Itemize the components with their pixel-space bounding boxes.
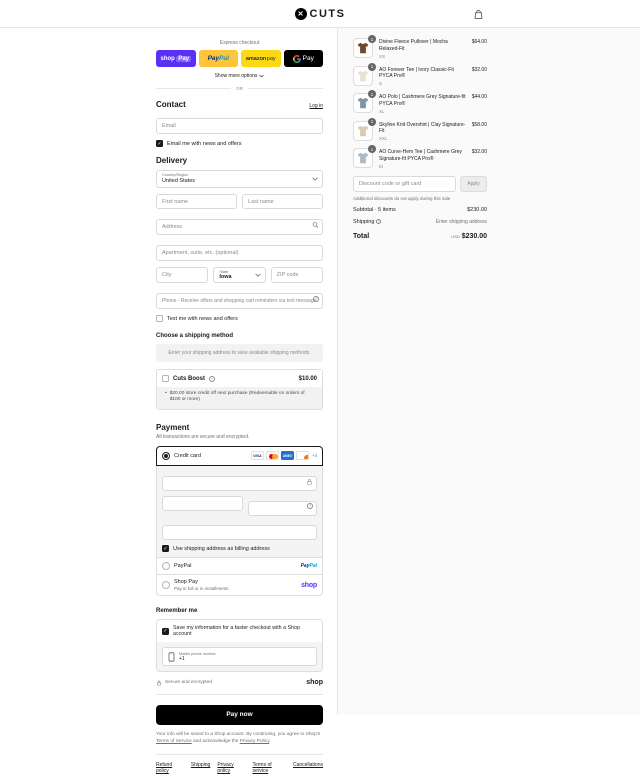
zip-field[interactable] xyxy=(271,267,323,283)
email-field[interactable] xyxy=(156,118,323,134)
email-news-checkbox-row[interactable] xyxy=(156,140,323,147)
legal-text: Your info will be saved to a Shop account. By continuing, you agree to Shop's Terms of Service and acknowledge the Privacy Policy. xyxy=(156,731,321,745)
last-name-field[interactable] xyxy=(242,194,323,209)
city-field[interactable] xyxy=(156,267,208,283)
product-price: $64.00 xyxy=(471,39,487,45)
shop-pay-badge: Pay xyxy=(178,55,190,62)
or-divider: OR xyxy=(156,86,323,91)
amazon-pay-button[interactable] xyxy=(241,50,281,67)
paypal-express-button[interactable] xyxy=(199,50,239,67)
google-g-icon xyxy=(293,55,301,63)
delivery-title: Delivery xyxy=(156,156,188,165)
line-item xyxy=(353,148,487,169)
total-label: Total xyxy=(353,232,370,240)
checkbox-unchecked-icon[interactable] xyxy=(156,315,163,322)
boost-title: Cuts Boost xyxy=(173,375,205,382)
info-icon[interactable]: i xyxy=(376,219,381,224)
quantity-badge: 1 xyxy=(368,90,376,98)
product-thumbnail xyxy=(353,66,373,86)
shop-pay-button[interactable] xyxy=(156,50,196,67)
mobile-phone-field[interactable] xyxy=(162,647,317,666)
first-name-field[interactable] xyxy=(156,194,237,209)
bullet-icon: • xyxy=(165,391,167,396)
checkbox-checked-icon[interactable]: ✓ xyxy=(163,545,168,552)
express-checkout-label: Express checkout xyxy=(219,40,260,46)
cuts-boost-row[interactable] xyxy=(157,370,322,387)
chevron-down-icon xyxy=(259,74,264,78)
save-info-label: Save my information for a faster checkout with a Shop account xyxy=(173,625,300,638)
text-news-label: Text me with news and offers xyxy=(167,315,238,322)
paypal-option[interactable] xyxy=(156,558,323,575)
info-icon[interactable]: i xyxy=(209,376,215,382)
terms-of-service-link[interactable]: Terms of service xyxy=(252,762,272,775)
save-info-checkbox-row[interactable] xyxy=(157,620,322,642)
checkbox-checked-icon[interactable]: ✓ xyxy=(157,140,162,147)
country-label: Country/Region xyxy=(162,173,189,177)
brand-logo[interactable] xyxy=(295,8,346,20)
checkbox-checked-icon[interactable]: ✓ xyxy=(163,628,168,635)
paypal-label: PayPal xyxy=(174,563,192,570)
line-item xyxy=(353,38,487,59)
email-news-label: Email me with news and offers xyxy=(167,140,242,147)
amazon-pay-wordmark: pay xyxy=(266,55,276,62)
product-name: AO Curve-Hem Tee | Cashmere Grey Signature-fit PYCA Pro® xyxy=(379,149,462,162)
apply-discount-button[interactable]: Apply xyxy=(460,176,487,192)
secure-label: Secure and encrypted xyxy=(165,680,212,686)
product-price: $32.00 xyxy=(471,66,487,73)
phone-icon xyxy=(168,652,175,662)
google-pay-button[interactable] xyxy=(284,50,324,67)
shop-pay-label: Shop Pay xyxy=(174,579,198,586)
mastercard-icon xyxy=(266,451,279,460)
product-size: XS xyxy=(379,53,386,59)
product-thumbnail xyxy=(353,38,373,58)
subtotal-label: Subtotal · 5 items xyxy=(353,206,396,213)
shop-pay-option[interactable] xyxy=(156,575,323,596)
gpay-label: Pay xyxy=(302,55,314,62)
quantity-badge: 1 xyxy=(368,35,376,43)
search-icon xyxy=(312,222,319,229)
product-size: S xyxy=(379,81,383,86)
login-link[interactable]: Log in xyxy=(309,103,323,109)
express-checkout-buttons xyxy=(156,50,323,67)
currency-code: USD xyxy=(451,233,460,239)
card-cvv-field[interactable] xyxy=(248,501,317,516)
product-size: XL xyxy=(379,108,385,114)
brand-name: CUTS xyxy=(309,7,346,20)
billing-address-label: Use shipping address as billing address xyxy=(173,545,270,552)
contact-title: Contact xyxy=(156,100,186,109)
product-name: AO Polo | Cashmere Grey Signature-fit PYCA Pro® xyxy=(379,94,466,107)
card-brand-icons xyxy=(251,451,317,460)
text-news-checkbox-row[interactable] xyxy=(156,315,323,322)
privacy-policy-link[interactable]: Privacy Policy xyxy=(239,739,270,745)
product-name: Divine Fleece Pullover | Mocha Relaxed-Fit xyxy=(379,39,448,52)
boost-price: $10.00 xyxy=(298,375,317,382)
chevron-down-icon xyxy=(312,177,318,182)
product-thumbnail xyxy=(353,148,373,168)
payment-secure-note: All transactions are secure and encrypted. xyxy=(156,433,250,440)
checkout-header xyxy=(0,0,640,28)
shipping-empty-note: Enter your shipping address to view available shipping methods. xyxy=(156,344,323,362)
line-item xyxy=(353,66,487,87)
shipping-method-title: Choose a shipping method xyxy=(156,333,234,339)
card-number-field[interactable] xyxy=(162,476,317,491)
paypal-logo: PayPal xyxy=(300,563,317,570)
question-icon[interactable]: ? xyxy=(308,504,312,509)
shipping-link[interactable]: Shipping xyxy=(190,762,211,769)
checkout-form-pane xyxy=(0,28,337,775)
boost-checkbox[interactable] xyxy=(162,375,169,382)
paypal-wordmark-pay: Pay xyxy=(207,55,220,62)
shop-pay-wordmark: shop xyxy=(160,55,175,62)
amex-icon: AMEX xyxy=(281,451,294,460)
cancellations-link[interactable]: Cancellations xyxy=(292,762,323,769)
mobile-phone-label: Mobile phone number xyxy=(179,651,216,656)
shop-wordmark: shop xyxy=(306,679,323,687)
state-label: State xyxy=(219,269,229,274)
shipping-value: Enter shipping address xyxy=(435,218,487,225)
quantity-badge: 1 xyxy=(368,145,376,153)
cart-bag-icon[interactable] xyxy=(472,8,484,20)
secure-row xyxy=(156,679,323,686)
order-summary-pane xyxy=(337,28,640,715)
pay-now-button[interactable]: Pay now xyxy=(156,705,323,725)
privacy-policy-link[interactable]: Privacy policy xyxy=(217,762,234,775)
more-card-brands: +4 xyxy=(311,453,317,459)
address-field[interactable] xyxy=(156,219,323,235)
discount-code-field[interactable] xyxy=(353,176,456,192)
terms-of-service-link[interactable]: Terms of Service xyxy=(156,739,192,745)
card-expiry-field[interactable] xyxy=(162,496,243,511)
apartment-field[interactable] xyxy=(156,245,323,261)
brand-mark-icon: ✕ xyxy=(295,8,307,20)
boost-note: • $20.00 store credit off next purchase (Redeemable on orders of $100 or more) xyxy=(157,387,322,409)
quantity-badge: 1 xyxy=(368,63,376,71)
discover-icon xyxy=(296,451,309,460)
chevron-down-icon xyxy=(255,273,261,278)
card-name-field[interactable] xyxy=(162,525,317,540)
product-size: M xyxy=(379,163,383,169)
shop-logo: shop xyxy=(301,581,317,589)
product-name: Skyline Knit Overshirt | Clay Signature-Fit xyxy=(379,121,466,135)
payment-title: Payment xyxy=(156,422,190,432)
country-select[interactable] xyxy=(156,170,323,188)
product-name: AO Forever Tee | Ivory Classic-Fit PYCA Pro® xyxy=(379,66,454,80)
country-value: United States xyxy=(162,177,196,184)
total-value: USD $230.00 xyxy=(451,232,487,240)
credit-card-label: Credit card xyxy=(174,452,201,459)
radio-selected-icon[interactable] xyxy=(162,452,170,460)
billing-address-checkbox-row[interactable] xyxy=(162,545,317,552)
mobile-phone-value: +1 xyxy=(179,656,185,663)
state-value: Iowa xyxy=(219,274,232,280)
product-size: XXL xyxy=(379,136,388,141)
lock-icon xyxy=(306,478,313,485)
cuts-boost-option xyxy=(156,369,323,410)
quantity-badge: 1 xyxy=(368,118,376,126)
subtotal-value: $230.00 xyxy=(467,206,487,213)
line-item xyxy=(353,121,487,142)
product-price: $58.00 xyxy=(471,121,487,128)
lock-icon xyxy=(156,680,162,686)
radio-unselected-icon[interactable] xyxy=(162,581,170,589)
radio-unselected-icon[interactable] xyxy=(162,562,170,570)
shipping-label: Shipping xyxy=(353,218,375,225)
question-icon[interactable]: ? xyxy=(314,297,318,301)
product-price: $32.00 xyxy=(471,149,487,155)
show-more-options[interactable] xyxy=(156,73,323,79)
show-more-label: Show more options xyxy=(214,73,258,79)
footer-policy-links xyxy=(156,762,323,782)
state-select[interactable] xyxy=(213,267,265,283)
phone-field[interactable] xyxy=(156,293,323,309)
paypal-wordmark-pal: Pal xyxy=(219,55,229,62)
product-thumbnail xyxy=(353,93,373,113)
product-price: $44.00 xyxy=(471,94,487,100)
remember-me-box xyxy=(156,619,323,672)
shop-pay-sublabel: Pay in full or in installments xyxy=(174,586,229,592)
amazon-wordmark: amazon xyxy=(245,55,267,62)
credit-card-fields xyxy=(156,466,323,559)
remember-me-title: Remember me xyxy=(156,608,198,615)
refund-policy-link[interactable]: Refund policy xyxy=(156,762,173,775)
product-thumbnail xyxy=(353,121,373,141)
visa-icon: VISA xyxy=(251,451,264,460)
line-item xyxy=(353,93,487,114)
discount-note: Additional discounts do not apply during this sale xyxy=(353,195,451,201)
credit-card-option[interactable] xyxy=(156,446,323,466)
